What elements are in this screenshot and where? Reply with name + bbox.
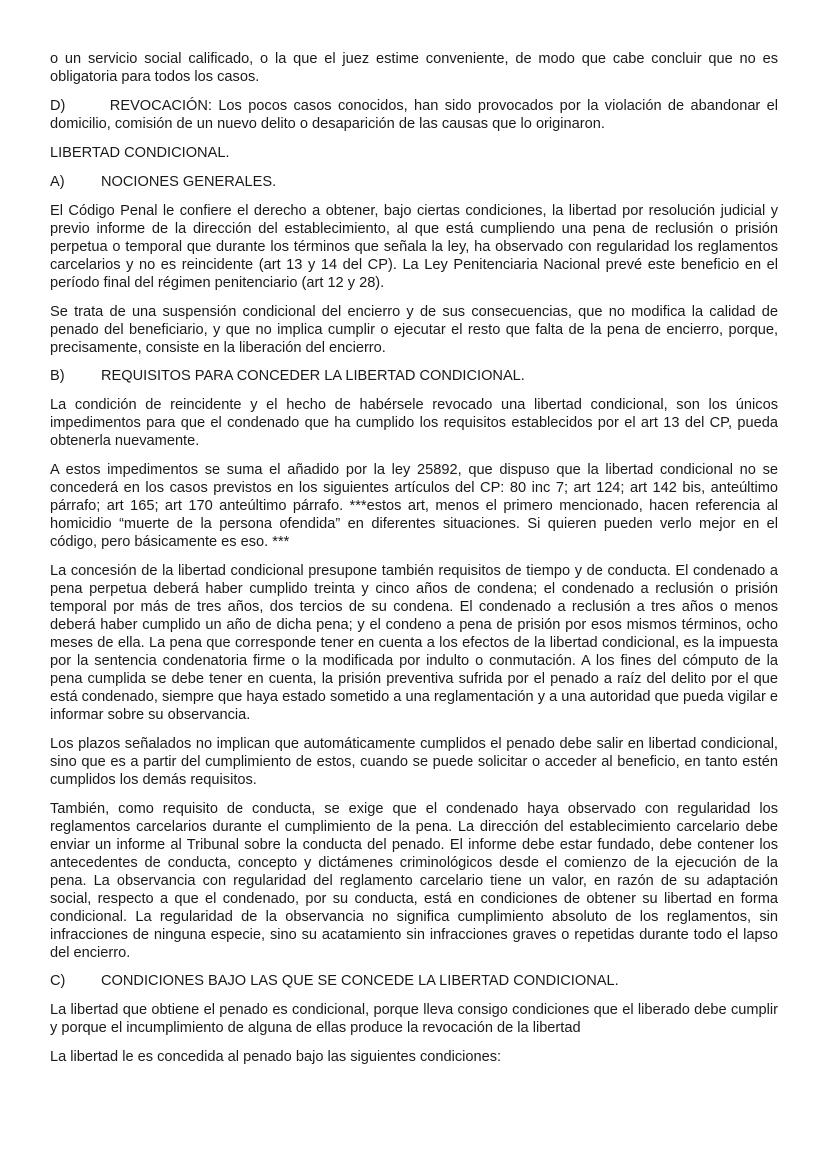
heading-letter: B) <box>50 368 65 384</box>
paragraph-revocacion: D) REVOCACIÓN: Los pocos casos conocidos, han sido provocados por la violación de abandonar el domicilio, comisión de un nuevo delito o desaparición de las causas que lo originaron. <box>50 98 778 132</box>
section-title: LIBERTAD CONDICIONAL. <box>50 145 230 161</box>
paragraph: La concesión de la libertad condicional presupone también requisitos de tiempo y de conducta. El condenado a pena perpetua deberá haber cumplido treinta y cinco años de condena; el condenado a reclusión o prisión temporal por más de tres años, dos tercios de su condena. El condenado a reclusión a tres años o menos deberá haber cumplido un año de dicha pena; y el condeno a pena de prisión por esos mismos términos, ocho meses de ella. La pena que corresponde tener en cuenta a los efectos de la libertad condicional, es la impuesta por la sentencia condenatoria firme o la modificada por indulto o conmutación. A los fines del cómputo de la pena cumplida se debe tener en cuenta, la prisión preventiva sufrida por el penado a raíz del delito por el que está condenado, siempre que haya estado sometido a una reglamentación y a una autoridad que pueda vigilar e informar sobre su observancia. <box>50 563 778 723</box>
paragraph: A estos impedimentos se suma el añadido por la ley 25892, que dispuso que la libertad condicional no se concederá en los casos previstos en los siguientes artículos del CP: 80 inc 7; art 124; art 142 bis, anteúltimo párrafo; art 165; art 170 anteúltimo párrafo. ***estos art, menos el primero mencionado, hacen referencia al homicidio “muerte de la persona ofendida” en diferentes situaciones. Si quieren pueden verlo mejor en el código, pero básicamente es eso. *** <box>50 462 778 550</box>
paragraph: Se trata de una suspensión condicional del encierro y de sus consecuencias, que no modifica la calidad de penado del beneficiario, y que no implica cumplir o ejecutar el resto que falta de la pena de encierro, porque, precisamente, consiste en la liberación del encierro. <box>50 304 778 356</box>
paragraph: El Código Penal le confiere el derecho a obtener, bajo ciertas condiciones, la libertad por resolución judicial y previo informe de la dirección del establecimiento, al que está cumpliendo una pena de reclusión o prisión perpetua o temporal que durante los términos que señala la ley, ha observado con regularidad los reglamentos carcelarios y no es reincidente (art 13 y 14 del CP). La Ley Penitenciaria Nacional prevé este beneficio en el período final del régimen penitenciario (art 12 y 28). <box>50 203 778 291</box>
document-page <box>50 50 778 1077</box>
section-heading-c <box>50 972 778 990</box>
heading-text: REQUISITOS PARA CONCEDER LA LIBERTAD CONDICIONAL. <box>101 368 525 384</box>
section-heading-b <box>50 367 778 385</box>
paragraph: o un servicio social calificado, o la que el juez estime conveniente, de modo que cabe concluir que no es obligatoria para todos los casos. <box>50 51 778 85</box>
heading-text: NOCIONES GENERALES. <box>101 174 277 190</box>
heading-text: CONDICIONES BAJO LAS QUE SE CONCEDE LA LIBERTAD CONDICIONAL. <box>101 973 619 989</box>
paragraph: Los plazos señalados no implican que automáticamente cumplidos el penado debe salir en libertad condicional, sino que es a partir del cumplimiento de estos, cuando se puede solicitar o acceder al beneficio, en tanto estén cumplidos los demás requisitos. <box>50 736 778 788</box>
paragraph: La libertad le es concedida al penado bajo las siguientes condiciones: <box>50 1049 502 1065</box>
section-heading-a <box>50 173 778 191</box>
paragraph: La condición de reincidente y el hecho de habérsele revocado una libertad condicional, son los únicos impedimentos para que el condenado que ha cumplido los requisitos establecidos por el art 13 del CP, pueda obtenerla nuevamente. <box>50 397 778 449</box>
heading-letter: C) <box>50 973 66 989</box>
paragraph: También, como requisito de conducta, se exige que el condenado haya observado con regularidad los reglamentos carcelarios durante el cumplimiento de la pena. La dirección del establecimiento carcelario debe enviar un informe al Tribunal sobre la conducta del penado. El informe debe estar fundado, debe contener los antecedentes de conducta, concepto y dictámenes criminológicos desde el comienzo de la ejecución de la pena. La observancia con regularidad del reglamento carcelario tiene un valor, en razón de su adaptación social, respecto a que el condenado, por su conducta, está en condiciones de obtener su libertad en forma condicional. La regularidad de la observancia no significa cumplimiento absoluto de los reglamentos, sin infracciones de ninguna especie, sino su acatamiento sin infracciones graves o repetidas durante todo el lapso del encierro. <box>50 801 778 961</box>
paragraph: La libertad que obtiene el penado es condicional, porque lleva consigo condiciones que el liberado debe cumplir y porque el incumplimiento de alguna de ellas produce la revocación de la libertad <box>50 1002 778 1036</box>
heading-letter: A) <box>50 174 65 190</box>
